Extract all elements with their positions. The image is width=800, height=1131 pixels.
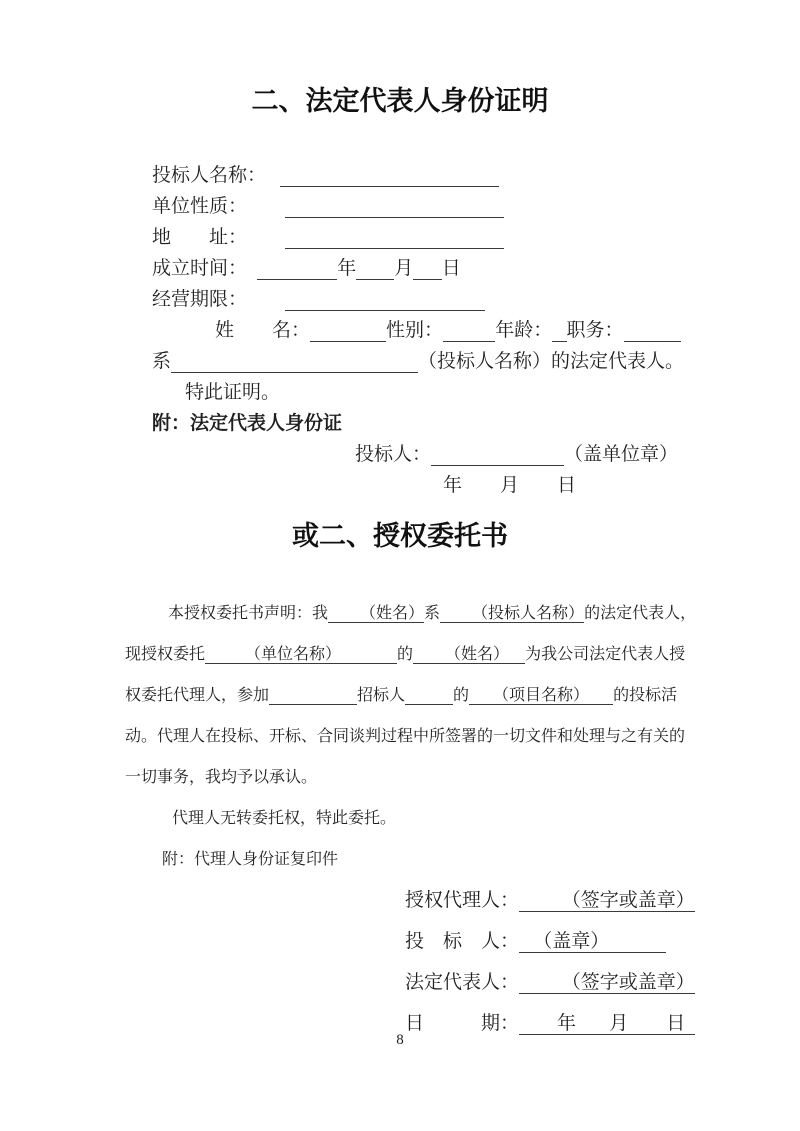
poa-line-4 <box>125 716 800 757</box>
blank-underline: （签字或盖章） <box>519 972 695 993</box>
section1-fields <box>0 160 800 501</box>
text-segment: 本授权委托书声明：我 <box>168 605 329 622</box>
text-segment: （投标人名称）的法定代表人。 <box>418 351 685 372</box>
field-address <box>152 222 800 253</box>
text-segment: 系 <box>152 351 172 372</box>
blank-underline <box>443 320 495 342</box>
blank-underline <box>431 444 564 466</box>
text-segment: 法定代表人： <box>405 972 520 993</box>
blank-underline: （盖章） <box>519 931 667 952</box>
blank-underline <box>310 320 386 342</box>
blank-underline <box>269 687 357 705</box>
blank-underline <box>285 227 504 249</box>
poa-line-3 <box>125 675 800 716</box>
text-segment: 的 <box>397 646 414 663</box>
text-segment: 单位性质： <box>152 196 248 217</box>
text-segment: 现授权委托 <box>125 646 206 663</box>
blank-underline <box>285 196 504 218</box>
signature-bidder <box>405 921 800 962</box>
text-segment <box>266 165 280 186</box>
text-segment: 为我公司法定代表人授 <box>525 646 686 663</box>
signature-legal-rep <box>405 962 800 1003</box>
blank-underline <box>552 320 566 342</box>
blank-underline <box>171 351 418 373</box>
blank-underline: （签字或盖章） <box>519 890 695 911</box>
text-segment: 日 <box>441 258 461 279</box>
text-segment: 月 <box>394 258 414 279</box>
blank-underline: （姓名） <box>328 605 425 622</box>
field-bidder-name <box>152 160 800 191</box>
blank-underline <box>257 258 338 280</box>
text-segment: 姓 名： <box>215 320 311 341</box>
text-segment: 地 址： <box>152 227 248 248</box>
text-segment: 附：法定代表人身份证 <box>152 413 343 434</box>
field-unit-nature <box>152 191 800 222</box>
blank-underline: （姓名） <box>413 646 526 663</box>
blank-underline: （单位名称） <box>205 646 398 663</box>
text-segment: 年 月 日 <box>443 475 577 496</box>
text-segment: 招标人 <box>357 687 406 704</box>
text-segment <box>247 289 285 310</box>
statement-hereby-certify <box>185 377 800 408</box>
text-segment: 性别： <box>386 320 444 341</box>
text-segment <box>247 227 285 248</box>
signature-block <box>0 880 800 1044</box>
blank-underline <box>356 258 394 280</box>
blank-underline <box>413 258 442 280</box>
text-segment <box>247 258 257 279</box>
text-segment: 投 标 人： <box>405 931 520 952</box>
text-segment: 的法定代表人， <box>584 605 697 622</box>
poa-attachment-note <box>125 839 800 880</box>
bidder-seal-line <box>355 439 800 470</box>
poa-line-2 <box>125 634 800 675</box>
poa-no-subdelegation-note <box>125 798 800 839</box>
section1-title: 二、法定代表人身份证明 <box>251 86 549 116</box>
text-segment: 权委托代理人，参加 <box>125 687 270 704</box>
text-segment: 授权代理人： <box>405 890 520 911</box>
text-segment: 一切事务，我均予以承认。 <box>125 769 318 786</box>
blank-underline <box>285 289 485 311</box>
text-segment: 动。代理人在投标、开标、合同谈判过程中所签署的一切文件和处理与之有关的 <box>125 728 686 745</box>
field-establish-date <box>152 253 800 284</box>
text-segment: 年 <box>337 258 357 279</box>
text-segment: 经营期限： <box>152 289 248 310</box>
text-segment: （盖单位章） <box>564 444 679 465</box>
date-line-section1 <box>443 470 800 501</box>
text-segment: 的投标活 <box>613 687 678 704</box>
text-segment: 代理人无转委托权，特此委托。 <box>172 810 397 827</box>
text-segment <box>247 196 285 217</box>
poa-line-1 <box>125 593 800 634</box>
blank-underline: 年 月 日 <box>519 1013 695 1034</box>
page-number: 8 <box>396 1032 404 1048</box>
text-segment: 的 <box>453 687 470 704</box>
blank-underline: （投标人名称） <box>440 605 585 622</box>
blank-underline <box>405 687 453 705</box>
blank-underline: （项目名称） <box>469 687 614 704</box>
text-segment: 投标人名称： <box>152 165 267 186</box>
power-of-attorney-paragraph <box>0 593 800 880</box>
poa-line-5 <box>125 757 800 798</box>
attachment-note-id-card <box>152 408 800 439</box>
section2-title: 或二、授权委托书 <box>292 521 508 551</box>
text-segment: 职务： <box>566 320 624 341</box>
text-segment: 成立时间： <box>152 258 248 279</box>
text-segment: 特此证明。 <box>185 382 281 403</box>
field-business-term <box>152 284 800 315</box>
text-segment: 年龄： <box>495 320 553 341</box>
blank-underline <box>624 320 681 342</box>
text-segment: 日 期： <box>405 1013 520 1034</box>
text-segment: 投标人： <box>355 444 432 465</box>
blank-underline <box>280 165 499 187</box>
signature-authorized-agent <box>405 880 800 921</box>
field-rep-name-gender-age-title <box>215 315 800 346</box>
text-segment: 附：代理人身份证复印件 <box>162 851 339 868</box>
statement-is-legal-rep <box>152 346 800 377</box>
text-segment: 系 <box>424 605 441 622</box>
